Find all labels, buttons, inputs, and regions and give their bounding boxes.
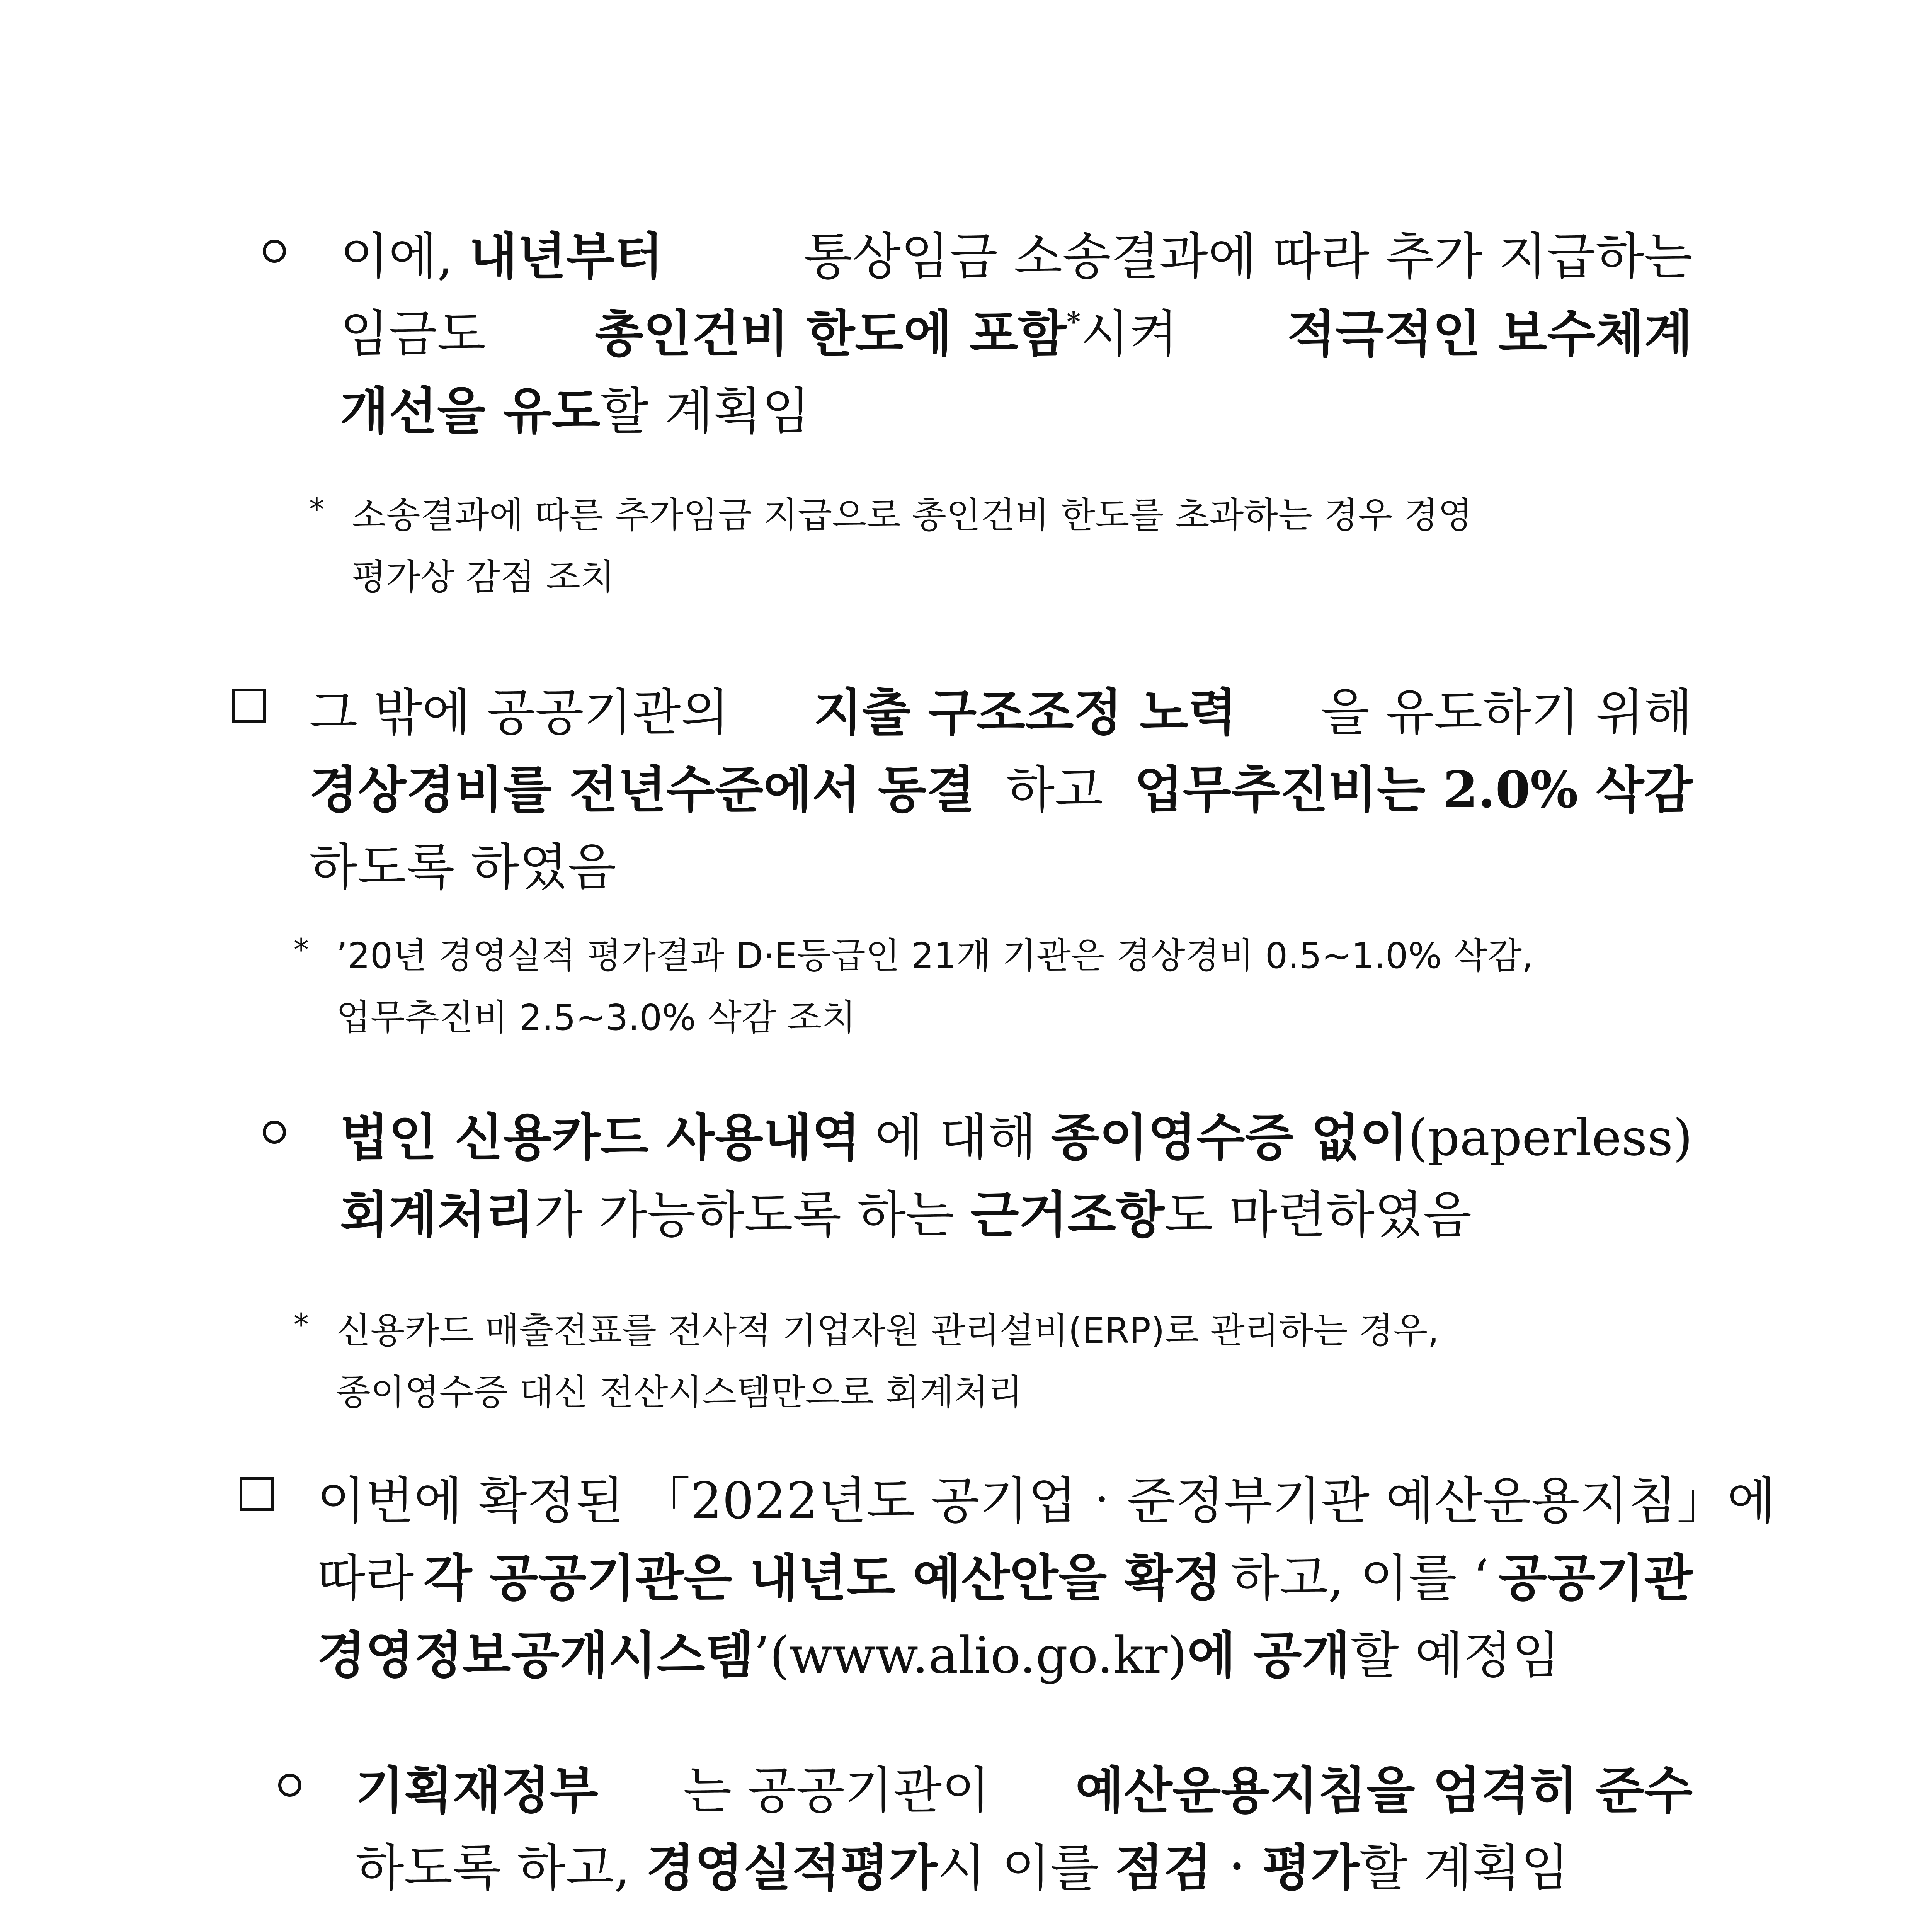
note-1-line-1: 소송결과에 따른 추가임금 지급으로 총인건비 한도를 초과하는 경우 경영 (352, 495, 1473, 536)
note-star-icon: * (294, 1308, 309, 1342)
circle-bullet-icon (263, 1121, 286, 1144)
p5-line-1: 기획재정부 는 공공기관이 예산운용지침을 엄격히 준수 (356, 1761, 1693, 1820)
note-1-line-2: 평가상 감점 조치 (352, 556, 615, 598)
note-3-line-1: 신용카드 매출전표를 전사적 기업자원 관리설비(ERP)로 관리하는 경우, (336, 1310, 1439, 1351)
p2-line-3: 하도록 하였음 (309, 838, 616, 896)
note-star-icon: * (294, 933, 309, 968)
square-bullet-icon (240, 1477, 274, 1511)
p2-line-1: 그 밖에 공공기관의 지출 구조조정 노력 을 유도하기 위해 (309, 683, 1693, 742)
p4-line-1: 이번에 확정된 「2022년도 공기업‧준정부기관 예산운용지침」에 (317, 1471, 1776, 1530)
p3-line-1: 법인 신용카드 사용내역 에 대해 종이영수증 없이(paperless) (340, 1108, 1693, 1167)
p1-line-2: 임금도 총인건비 한도에 포함*시켜 적극적인 보수체계 (340, 304, 1693, 363)
circle-bullet-icon (263, 240, 286, 263)
note-2-line-1: ’20년 경영실적 평가결과 D·E등급인 21개 기관은 경상경비 0.5∼1.0% 삭감, (336, 935, 1533, 976)
note-2-line-2: 업무추진비 2.5∼3.0% 삭감 조치 (336, 997, 856, 1038)
p4-line-2: 따라 각 공공기관은 내년도 예산안을 확정 하고, 이를 ‘ 공공기관 (317, 1548, 1693, 1607)
p2-line-2: 경상경비를 전년수준에서 동결 하고 업무추진비는 2.0% 삭감 (309, 760, 1693, 819)
p1-line-3: 개선을 유도할 계획임 (340, 381, 810, 440)
circle-bullet-icon (278, 1774, 301, 1797)
p5-line-2: 하도록 하고, 경영실적평가시 이를 점검‧평가할 계획임 (356, 1838, 1569, 1897)
p3-line-2: 회계처리가 가능하도록 하는 근거조항도 마련하였음 (340, 1185, 1472, 1244)
p4-line-3: 경영정보공개시스템’(www.alio.go.kr)에 공개할 예정임 (317, 1626, 1560, 1685)
square-bullet-icon (232, 689, 266, 723)
note-star-icon: * (309, 492, 324, 527)
note-3-line-2: 종이영수증 대신 전산시스템만으로 회계처리 (336, 1372, 1023, 1413)
p1-line-1: 이에, 내년부터 통상임금 소송결과에 따라 추가 지급하는 (340, 227, 1693, 286)
